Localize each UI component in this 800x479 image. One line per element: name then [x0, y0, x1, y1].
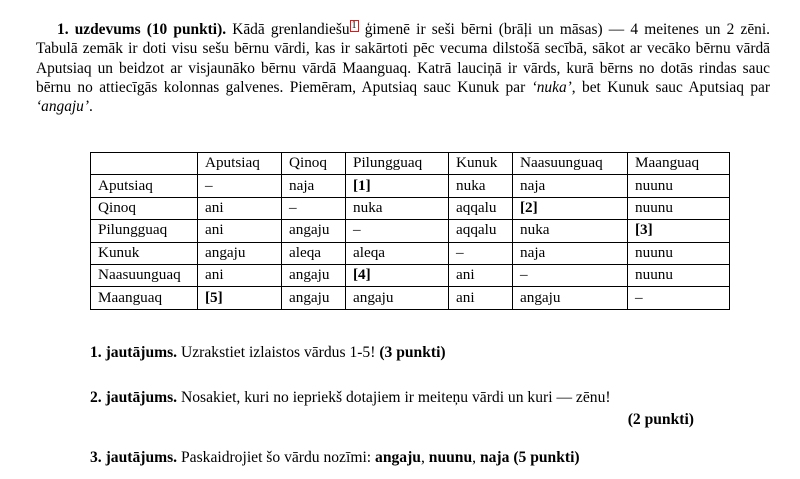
- question-3-sep-2: ,: [472, 449, 477, 466]
- column-header: Maanguaq: [628, 153, 730, 175]
- question-3-word-3: naja: [479, 449, 510, 466]
- table-cell: angaju: [198, 242, 282, 264]
- table-cell: nuka: [449, 175, 513, 197]
- table-cell: ani: [449, 264, 513, 286]
- intro-body: ģimenē ir seši bērni (brāļi un māsas) — 4 meitenes un 2 zēni. Tabulā zemāk ir doti visu sešu bērnu vārdi, kas ir sakārtoti pēc vecuma dilstošā secībā, sākot ar vecāko bērnu vārdā Aputsiaq un beidzot ar visjaunāko bērnu vārdā Maanguaq. Katrā lauciņā ir vārds, kurā bērns no dotās rindas sauc bērnu no attiecīgās kolonnas galvenes. Piemēram, Aputsiaq sauc Kunuk par: [36, 21, 771, 96]
- row-header: Kunuk: [91, 242, 198, 264]
- question-1-label: 1. jautājums.: [90, 344, 178, 361]
- table-row: [91, 220, 730, 242]
- column-header: Pilungguaq: [346, 153, 449, 175]
- row-header: Qinoq: [91, 197, 198, 219]
- question-2-text: Nosakiet, kuri no iepriekš dotajiem ir meiteņu vārdi un kuri — zēnu!: [180, 389, 611, 406]
- table-cell: aleqa: [346, 242, 449, 264]
- question-3-sep-1: ,: [420, 449, 425, 466]
- question-3: [90, 448, 770, 467]
- table-cell: angaju: [513, 287, 628, 309]
- table-cell: aqqalu: [449, 220, 513, 242]
- table-cell: angaju: [282, 220, 346, 242]
- blank-cell: [5]: [198, 287, 282, 309]
- example-word-nuka: ‘nuka’: [531, 78, 572, 96]
- question-3-word-2: nuunu: [428, 449, 473, 466]
- question-3-text: Paskaidrojiet šo vārdu nozīmi:: [180, 449, 372, 466]
- row-header: Maanguaq: [91, 287, 198, 309]
- table-cell: nuunu: [628, 242, 730, 264]
- table-cell: –: [282, 197, 346, 219]
- question-1: [90, 343, 696, 362]
- table-cell: angaju: [282, 287, 346, 309]
- table-cell: ani: [198, 264, 282, 286]
- table-cell: ani: [198, 197, 282, 219]
- table-cell: aqqalu: [449, 197, 513, 219]
- footnote-link[interactable]: 1: [351, 20, 357, 31]
- row-header: Pilungguaq: [91, 220, 198, 242]
- row-header: Naasuunguaq: [91, 264, 198, 286]
- table-cell: ani: [449, 287, 513, 309]
- table-row: [91, 197, 730, 219]
- table-cell: –: [513, 264, 628, 286]
- table-header-row: [91, 153, 730, 175]
- table-cell: nuka: [346, 197, 449, 219]
- column-header: Kunuk: [449, 153, 513, 175]
- intro-end: .: [89, 98, 93, 116]
- question-1-points: (3 punkti): [379, 344, 446, 361]
- table-body: [91, 175, 730, 309]
- question-3-label: 3. jautājums.: [90, 449, 178, 466]
- table-cell: naja: [513, 175, 628, 197]
- table-cell: ani: [198, 220, 282, 242]
- table-cell: –: [198, 175, 282, 197]
- table-cell: angaju: [282, 264, 346, 286]
- table-cell: –: [628, 287, 730, 309]
- corner-cell: [91, 153, 198, 175]
- question-2: [90, 388, 694, 429]
- table-cell: nuunu: [628, 175, 730, 197]
- blank-cell: [1]: [346, 175, 449, 197]
- table-cell: naja: [282, 175, 346, 197]
- column-header: Naasuunguaq: [513, 153, 628, 175]
- kinship-table: [90, 152, 730, 310]
- example-word-angaju: ‘angaju’: [36, 98, 90, 116]
- table-row: [91, 287, 730, 309]
- question-2-label: 2. jautājums.: [90, 389, 178, 406]
- column-header: Aputsiaq: [198, 153, 282, 175]
- table-cell: nuunu: [628, 264, 730, 286]
- question-1-text: Uzrakstiet izlaistos vārdus 1-5!: [180, 344, 376, 361]
- task-heading: 1. uzdevums (10 punkti).: [57, 21, 227, 38]
- blank-cell: [4]: [346, 264, 449, 286]
- kinship-table-wrapper: [90, 152, 730, 310]
- question-3-word-1: angaju: [375, 449, 421, 466]
- table-cell: aleqa: [282, 242, 346, 264]
- blank-cell: [3]: [628, 220, 730, 242]
- table-cell: nuka: [513, 220, 628, 242]
- column-header: Qinoq: [282, 153, 346, 175]
- intro-mid: , bet Kunuk sauc Aputsiaq par: [571, 78, 770, 96]
- table-cell: –: [449, 242, 513, 264]
- table-row: [91, 264, 730, 286]
- table-cell: naja: [513, 242, 628, 264]
- table-cell: nuunu: [628, 197, 730, 219]
- row-header: Aputsiaq: [91, 175, 198, 197]
- blank-cell: [2]: [513, 197, 628, 219]
- table-cell: angaju: [346, 287, 449, 309]
- intro-lead: Kādā grenlandiešu: [232, 21, 350, 38]
- task-intro-paragraph: [36, 20, 770, 116]
- question-2-points: (2 punkti): [627, 411, 694, 428]
- question-3-points: (5 punkti): [513, 449, 580, 466]
- table-cell: –: [346, 220, 449, 242]
- table-row: [91, 242, 730, 264]
- table-row: [91, 175, 730, 197]
